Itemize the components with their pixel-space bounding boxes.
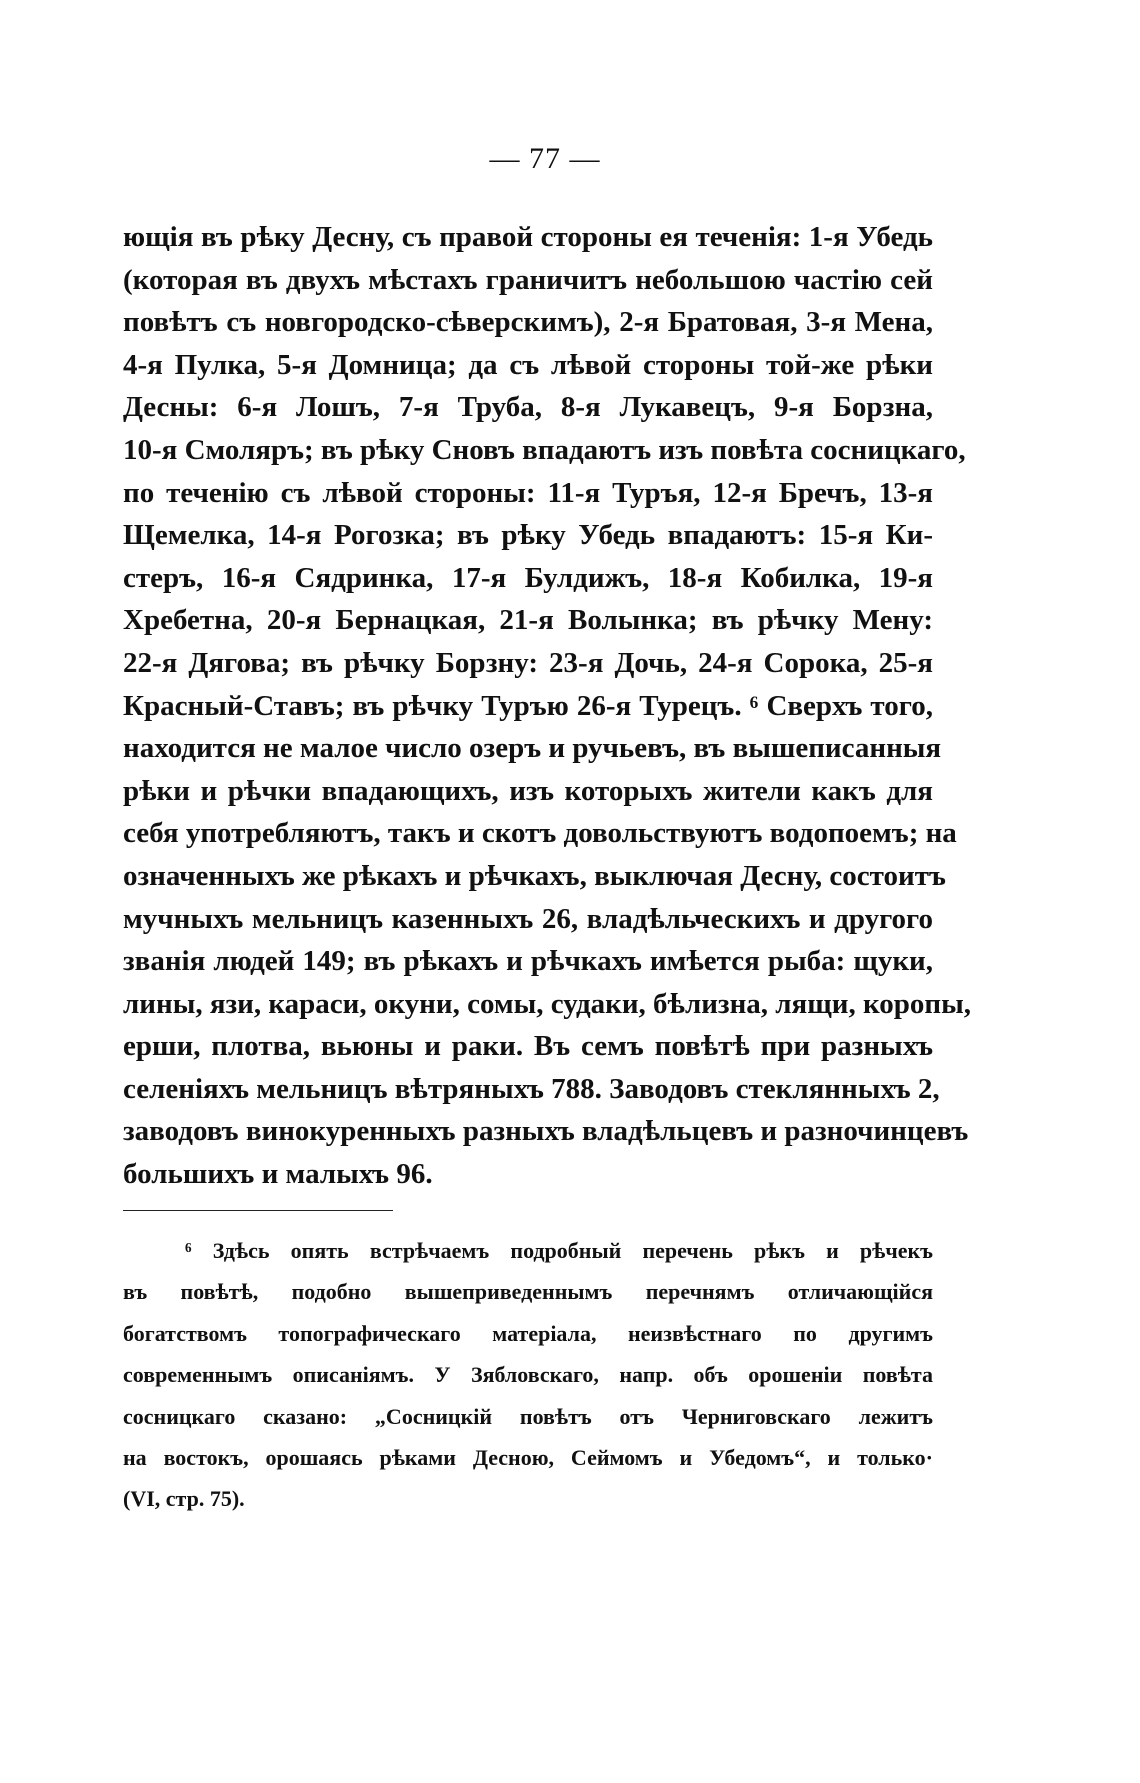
text-line: 10-я Смоляръ; въ рѣку Сновъ впадаютъ изъ повѣта сосницкаго, (123, 433, 966, 466)
footnote-line: сосницкаго сказано: „Сосницкій повѣтъ отъ Черниговскаго лежитъ (123, 1403, 933, 1429)
footnote-line: ⁶ Здѣсь опять встрѣчаемъ подробный перечень рѣкъ и рѣчекъ (185, 1238, 933, 1263)
text-line: ющія въ рѣку Десну, съ правой стороны ея теченія: 1-я Убедь (123, 221, 933, 253)
text-line: Хребетна, 20-я Бернацкая, 21-я Волынка; въ рѣчку Мену: (123, 604, 933, 637)
footnote-separator (123, 1210, 393, 1211)
text-line: Десны: 6-я Лошъ, 7-я Труба, 8-я Лукавецъ, 9-я Борзна, (123, 391, 933, 424)
text-line: селеніяхъ мельницъ вѣтряныхъ 788. Заводовъ стеклянныхъ 2, (123, 1072, 940, 1105)
text-line: 22-я Дягова; въ рѣчку Борзну: 23-я Дочь, 24-я Сорока, 25-я (123, 646, 933, 679)
main-text (123, 216, 971, 1196)
text-line: рѣки и рѣчки впадающихъ, изъ которыхъ жители какъ для (123, 774, 933, 807)
text-line: стеръ, 16-я Сядринка, 17-я Булдижъ, 18-я Кобилка, 19-я (123, 561, 933, 594)
text-line: (которая въ двухъ мѣстахъ граничитъ небольшою частію сей (123, 263, 933, 296)
footnote (123, 1230, 933, 1520)
text-line: заводовъ винокуренныхъ разныхъ владѣльцевъ и разночинцевъ (123, 1115, 969, 1148)
text-line: Красный-Ставъ; въ рѣчку Туръю 26-я Турецъ. ⁶ Сверхъ того, (123, 689, 933, 722)
text-line: себя употребляютъ, такъ и скотъ довольствуютъ водопоемъ; на (123, 817, 957, 850)
footnote-line: на востокъ, орошаясь рѣками Десною, Сеймомъ и Убедомъ“, и только· (123, 1444, 933, 1470)
footnote-line: (VI, стр. 75). (123, 1486, 245, 1512)
page-number: — 77 — (489, 142, 601, 175)
footnote-line: богатствомъ топографическаго матеріала, неизвѣстнаго по другимъ (123, 1320, 933, 1346)
text-line: находится не малое число озеръ и ручьевъ, въ вышеписанныя (123, 732, 942, 765)
text-line: мучныхъ мельницъ казенныхъ 26, владѣльческихъ и другого (123, 902, 933, 935)
text-line: означенныхъ же рѣкахъ и рѣчкахъ, выключая Десну, состоитъ (123, 859, 946, 892)
text-line: повѣтъ съ новгородско-сѣверскимъ), 2-я Братовая, 3-я Мена, (123, 306, 933, 339)
text-line: ерши, плотва, вьюны и раки. Въ семъ повѣтѣ при разныхъ (123, 1030, 933, 1063)
text-line: лины, язи, караси, окуни, сомы, судаки, бѣлизна, лящи, коропы, (123, 987, 971, 1020)
text-line: званія людей 149; въ рѣкахъ и рѣчкахъ имѣется рыба: щуки, (123, 945, 933, 978)
text-line: 4-я Пулка, 5-я Домница; да съ лѣвой стороны той-же рѣки (123, 348, 933, 381)
text-line: большихъ и малыхъ 96. (123, 1158, 433, 1191)
text-line: по теченію съ лѣвой стороны: 11-я Туръя, 12-я Бречъ, 13-я (123, 476, 933, 509)
footnote-line: современнымъ описаніямъ. У Зябловскаго, напр. объ орошеніи повѣта (123, 1362, 933, 1388)
footnote-line: въ повѣтѣ, подобно вышеприведеннымъ перечнямъ отличающійся (123, 1279, 933, 1305)
text-line: Щемелка, 14-я Рогозка; въ рѣку Убедь впадаютъ: 15-я Ки- (123, 519, 933, 552)
